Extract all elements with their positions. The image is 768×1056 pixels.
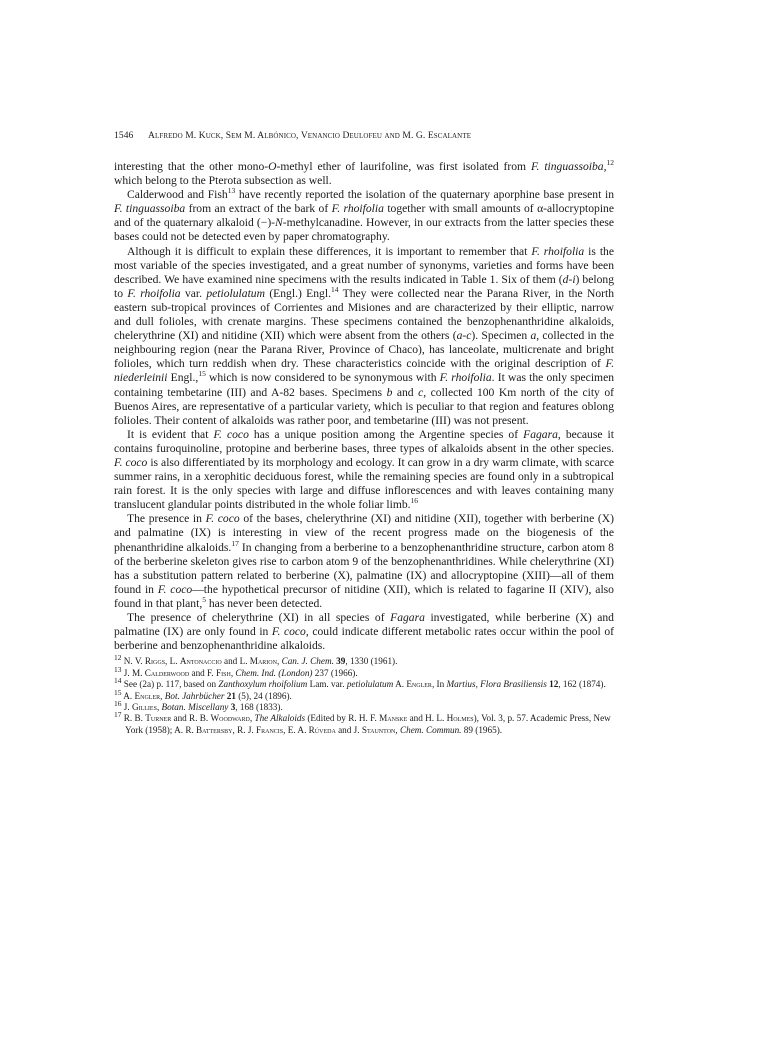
body-text bbox=[114, 160, 614, 653]
page bbox=[114, 130, 614, 736]
paragraph-4: It is evident that F. coco has a unique position among the Argentine species of Fagara, because it contains furoquinoline, protopine and berberine bases, three types of alkaloids absent in the other species. F. coco is also differentiated by its morphology and ecology. It can grow in a dry warm climate, with scarce summer rains, in a xerophitic deciduous forest, while the remaining species are found only in a subtropical rain forest. It is the only species with large and diffuse inflorescences and with leaves containing many translucent glandular points distributed in the whole foliar limb.$^{16}$ bbox=[114, 427, 614, 512]
paragraph-5: The presence in F. coco of the bases, chelerythrine (XI) and nitidine (XII), together with berberine (X) and palmatine (IX) is interesting in view of the recent progress made on the biogenesis of the phenanthridine alkaloids.$^{17}$ In changing from a berberine to a benzophenanthridine structure, carbon atom 8 of the berberine skeleton gives rise to carbon atom 9 of the benzophenanthridines. While chelerythrine (XI) has a substitution pattern related to berberine (X), palmatine (IX) and allocryptopine (XIII)—all of them found in F. coco—the hypothetical precursor of nitidine (XII), which is related to fagarine II (XIV), also found in that plant,$^5$ has never been detected. bbox=[114, 512, 614, 610]
footnote-17: $^{17}$ R. B. Turner and R. B. Woodward, The Alkaloids (Edited by R. H. F. Manske and H. L. Holmes), Vol. 3, p. 57. Academic Press, New York (1958); A. R. Battersby, R. J. Francis, E. A. Rúveda and J. Staunton, Chem. Commun. 89 (1965). bbox=[114, 710, 611, 735]
footnote-13: $^{13}$ J. M. Calderwood and F. Fish, Chem. Ind. (London) 237 (1966). bbox=[114, 664, 358, 678]
paragraph-1: interesting that the other mono-O-methyl ether of laurifoline, was first isolated from F. tinguassoiba,$^{12}$ which belong to the Pterota subsection as well. bbox=[114, 158, 614, 188]
footnote-14: $^{14}$ See (2a) p. 117, based on Zanthoxylum rhoifolium Lam. var. petiolulatum A. Engler, In Martius, Flora Brasiliensis 12, 162 (1874). bbox=[114, 676, 606, 690]
footnote-12: $^{12}$ N. V. Riggs, L. Antonaccio and L. Marion, Can. J. Chem. 39, 1330 (1961). bbox=[114, 653, 398, 667]
footnotes bbox=[114, 653, 614, 736]
page-number: 1546 bbox=[114, 131, 134, 141]
footnote-16: $^{16}$ J. Gillies, Botan. Miscellany 3, 168 (1833). bbox=[114, 698, 283, 712]
running-header-authors: Alfredo M. Kuck, Sem M. Albónico, Venancio Deulofeu and M. G. Escalante bbox=[148, 131, 472, 141]
paragraph-2: Calderwood and Fish$^{13}$ have recently reported the isolation of the quaternary aporphine base present in F. tinguassoiba from an extract of the bark of F. rhoifolia together with small amounts of α-allocryptopine and of the quaternary alkaloid (−)-N-methylcanadine. However, in our extracts from the latter species these bases could not be detected even by paper chromatography. bbox=[114, 186, 614, 244]
paragraph-3: Although it is difficult to explain these differences, it is important to remember that F. rhoifolia is the most variable of the species investigated, and a great number of synonyms, varieties and forms have been described. We have examined nine specimens with the results indicated in Table 1. Six of them (d-i) belong to F. rhoifolia var. petiolulatum (Engl.) Engl.$^{14}$ They were collected near the Parana River, in the North eastern sub-tropical provinces of Corrientes and Misiones and are characterized by their elliptic, narrow and dull folioles, with crenate margins. These specimens contained the benzophenanthridine alkaloids, chelerythrine (XI) and nitidine (XII) which were absent from the others (a-c). Specimen a, collected in the neighbouring region (near the Parana River, Province of Chaco), has lanceolate, multicrenate and bright folioles, which turn reddish when dry. These characteristics coincide with the original description of F. niederleinii Engl.,$^{15}$ which is now considered to be synonymous with F. rhoifolia. It was the only specimen containing tembetarine (III) and A-82 bases. Specimens b and c, collected 100 Km north of the city of Buenos Aires, are representative of a particular variety, which is peculiar to that region and features oblong folioles. Their content of alkaloids was rather poor, and tembetarine (III) was not present. bbox=[114, 244, 615, 427]
running-header bbox=[114, 130, 614, 142]
footnote-15: $^{15}$ A. Engler, Bot. Jahrbücher 21 (5), 24 (1896). bbox=[114, 687, 292, 701]
paragraph-6: The presence of chelerythrine (XI) in all species of Fagara investigated, while berberine (X) and palmatine (IX) are only found in F. coco, could indicate different metabolic rates occur within the pool of berberine and benzophenanthridine alkaloids. bbox=[114, 611, 614, 653]
